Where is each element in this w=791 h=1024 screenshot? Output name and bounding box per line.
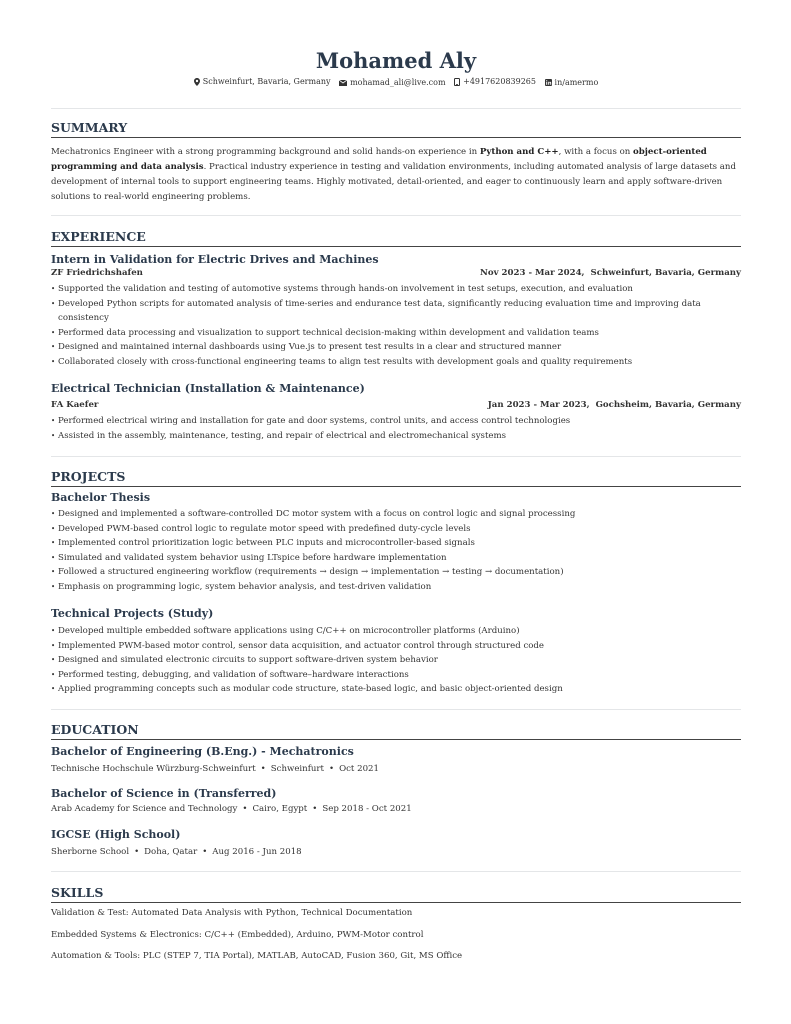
list-item: • Performed testing, debugging, and validation of software–hardware interactions	[51, 668, 741, 683]
divider	[51, 108, 741, 109]
separator: •	[329, 764, 335, 774]
project-bullets	[51, 624, 741, 697]
job-company: ZF Friedrichshafen	[51, 268, 143, 278]
list-item: • Performed data processing and visualization to support technical decision-making within development and validation teams	[51, 326, 741, 341]
location-text: Schweinfurt, Bavaria, Germany	[202, 77, 331, 86]
list-item: • Simulated and validated system behavior using LTspice before hardware implementation	[51, 551, 741, 566]
divider	[51, 709, 741, 710]
school-name: Arab Academy for Science and Technology	[51, 804, 238, 814]
job-meta	[51, 268, 741, 278]
degree-meta	[51, 847, 302, 857]
job-company: FA Kaefer	[51, 400, 99, 410]
list-item: • Followed a structured engineering workflow (requirements → design → implementation → testing → documentation)	[51, 565, 741, 580]
skill-line: Embedded Systems & Electronics: C/C++ (Embedded), Arduino, PWM-Motor control	[51, 930, 424, 940]
skill-line: Validation & Test: Automated Data Analysis with Python, Technical Documentation	[51, 908, 413, 918]
contact-line	[51, 77, 741, 88]
job-bullets	[51, 414, 741, 443]
degree-date: Sep 2018 - Oct 2021	[322, 804, 412, 814]
list-item: • Designed and maintained internal dashboards using Vue.js to present test results in a clear and structured manner	[51, 340, 741, 355]
summary-text	[51, 145, 741, 205]
separator: •	[260, 764, 266, 774]
project-bullets	[51, 507, 741, 594]
job-dates: Jan 2023 - Mar 2023,	[487, 400, 590, 410]
degree-meta	[51, 764, 379, 774]
email-icon	[339, 80, 347, 86]
location-pin-icon	[194, 78, 200, 86]
job-location: Gochsheim, Bavaria, Germany	[595, 400, 741, 410]
job-dates: Nov 2023 - Mar 2024,	[479, 268, 585, 278]
summary-emphasis: Python and C++	[479, 147, 559, 157]
summary-part: Mechatronics Engineer with a strong programming background and solid hands-on experience in	[51, 147, 480, 157]
list-item: • Developed PWM-based control logic to regulate motor speed with predefined duty-cycle levels	[51, 522, 741, 537]
summary-heading: SUMMARY	[51, 121, 741, 138]
list-item: • Emphasis on programming logic, system behavior analysis, and test-driven validation	[51, 580, 741, 595]
candidate-name: Mohamed Aly	[315, 48, 477, 73]
contact-email[interactable]	[339, 78, 445, 87]
list-item: • Assisted in the assembly, maintenance, testing, and repair of electrical and electromechanical systems	[51, 429, 741, 444]
list-item: • Performed electrical wiring and installation for gate and door systems, control units, and access control technologies	[51, 414, 741, 429]
job-location: Schweinfurt, Bavaria, Germany	[590, 268, 741, 278]
summary-part: , with a focus on	[558, 147, 634, 157]
phone-text: +4917620839265	[463, 77, 536, 86]
job-title: Electrical Technician (Installation & Maintenance)	[51, 382, 365, 395]
separator: •	[242, 804, 248, 814]
school-location: Schweinfurt	[270, 764, 324, 774]
separator: •	[312, 804, 318, 814]
list-item: • Developed multiple embedded software applications using C/C++ on microcontroller platforms (Arduino)	[51, 624, 741, 639]
skill-line: Automation & Tools: PLC (STEP 7, TIA Portal), MATLAB, AutoCAD, Fusion 360, Git, MS Office	[51, 951, 463, 961]
degree-date: Oct 2021	[339, 764, 379, 774]
summary-part: . Practical industry experience in testing and validation environments, including automated analysis of large datasets and development of internal tools to support engineering teams. Highly motivated, detail-oriented, and eager to continuously learn and apply software-driven solutions to real-world engineering problems.	[51, 162, 736, 202]
divider	[51, 456, 741, 457]
divider	[51, 215, 741, 216]
list-item: • Supported the validation and testing of automotive systems through hands-on involvement in test setups, execution, and evaluation	[51, 282, 741, 297]
degree-title: Bachelor of Engineering (B.Eng.) - Mechatronics	[51, 745, 354, 758]
phone-icon	[454, 78, 460, 86]
job-bullets	[51, 282, 741, 369]
list-item: • Implemented control prioritization logic between PLC inputs and microcontroller-based signals	[51, 536, 741, 551]
degree-meta	[51, 804, 412, 814]
divider	[51, 871, 741, 872]
contact-location	[194, 77, 331, 86]
list-item: • Collaborated closely with cross-functional engineering teams to align test results with development goals and quality requirements	[51, 355, 741, 370]
linkedin-icon	[545, 79, 552, 86]
degree-title: Bachelor of Science in (Transferred)	[51, 787, 277, 800]
school-name: Technische Hochschule Würzburg-Schweinfurt	[51, 764, 256, 774]
job-dates-location	[488, 400, 741, 410]
list-item: • Designed and simulated electronic circuits to support software-driven system behavior	[51, 653, 741, 668]
contact-phone[interactable]	[454, 77, 536, 86]
list-item: • Developed Python scripts for automated analysis of time-series and endurance test data, significantly reducing evaluation time and improving data consistency	[51, 297, 741, 326]
school-location: Cairo, Egypt	[252, 804, 308, 814]
separator: •	[202, 847, 208, 857]
email-text: mohamad_ali@live.com	[350, 78, 446, 87]
job-meta	[51, 400, 741, 410]
degree-title: IGCSE (High School)	[51, 828, 181, 841]
education-heading: EDUCATION	[51, 723, 741, 740]
school-name: Sherborne School	[51, 847, 130, 857]
job-dates-location	[480, 268, 741, 278]
project-title: Technical Projects (Study)	[51, 607, 214, 620]
list-item: • Applied programming concepts such as modular code structure, state-based logic, and basic object-oriented design	[51, 682, 741, 697]
list-item: • Implemented PWM-based motor control, sensor data acquisition, and actuator control through structured code	[51, 639, 741, 654]
linkedin-text: in/amermo	[554, 77, 599, 87]
summary-emphasis: object-oriented programming and data analysis	[51, 147, 707, 172]
projects-heading: PROJECTS	[51, 470, 741, 487]
school-location: Doha, Qatar	[144, 847, 198, 857]
contact-linkedin[interactable]	[545, 78, 599, 87]
job-title: Intern in Validation for Electric Drives and Machines	[51, 253, 379, 266]
separator: •	[134, 847, 140, 857]
experience-heading: EXPERIENCE	[51, 230, 741, 247]
project-title: Bachelor Thesis	[51, 491, 151, 504]
degree-date: Aug 2016 - Jun 2018	[212, 847, 302, 857]
list-item: • Designed and implemented a software-controlled DC motor system with a focus on control logic and signal processing	[51, 507, 741, 522]
skills-heading: SKILLS	[51, 886, 741, 903]
